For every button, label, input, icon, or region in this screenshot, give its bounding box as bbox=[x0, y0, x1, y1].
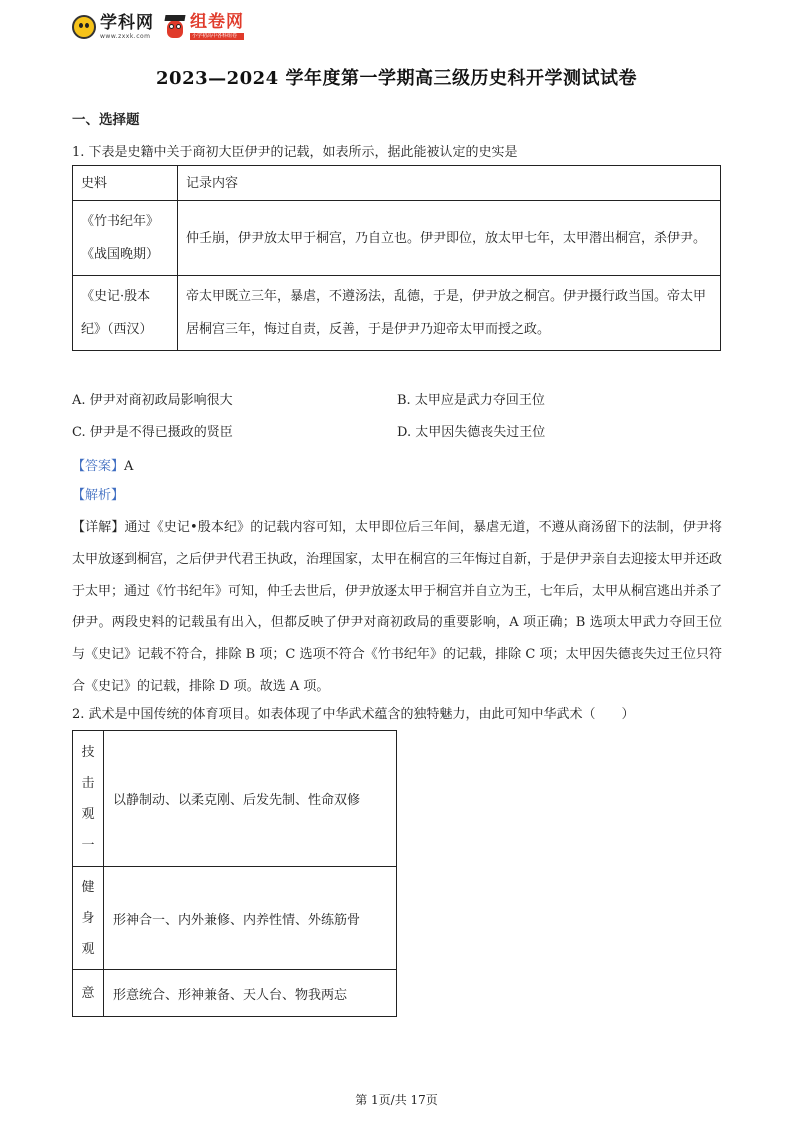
label-char: 健 bbox=[81, 879, 95, 895]
owl-icon bbox=[164, 15, 186, 39]
table-row bbox=[73, 731, 397, 867]
logo1-url: www.zxxk.com bbox=[100, 32, 151, 40]
table-row bbox=[73, 201, 721, 276]
page-footer: 第 1页/共 17页 bbox=[355, 1093, 438, 1107]
table-cell-content: 帝太甲既立三年，暴虐，不遵汤法，乱德，于是，伊尹放之桐宫。伊尹摄行政当国。帝太甲居桐宫三年，悔过自责，反善，于是伊尹乃迎帝太甲而授之政。 bbox=[178, 276, 721, 351]
row-content: 形神合一、内外兼修、内养性情、外练筋骨 bbox=[104, 867, 397, 970]
question-2-stem: 2. 武术是中国传统的体育项目。如表体现了中华武术蕴含的独特魅力，由此可知中华武术（ ） bbox=[72, 707, 635, 722]
table-header-source: 史料 bbox=[73, 166, 178, 201]
label-char: 击 bbox=[81, 775, 95, 791]
label-char: 观 bbox=[81, 806, 95, 822]
detail-text: 通过《史记•殷本纪》的记载内容可知，太甲即位后三年间，暴虐无道，不遵从商汤留下的法制，伊尹将太甲放逐到桐宫，之后伊尹代君王执政，治理国家，太甲在桐宫的三年悔过自新，于是伊尹亲自去迎接太甲并还政于太甲；通过《竹书纪年》可知，仲壬去世后，伊尹放逐太甲于桐宫并自立为王，七年后，太甲从桐宫逃出并杀了伊尹。两段史料的记载虽有出入，但都反映了伊尹对商初政局的重要影响，A 项正确；B 选项太甲武力夺回王位与《史记》记载不符合，排除 B 项；C 选项不符合《竹书纪年》的记载，排除 C 项；太甲因失德丧失过王位只符合《史记》的记载，排除 D 项。故选 A 项。 bbox=[72, 520, 723, 694]
option-a[interactable]: A. 伊尹对商初政局影响很大 bbox=[72, 393, 233, 408]
label-char: 意 bbox=[81, 985, 95, 1001]
table-cell-source bbox=[73, 276, 178, 351]
label-char: 技 bbox=[81, 744, 95, 760]
smiley-icon bbox=[72, 15, 96, 39]
header-logos bbox=[72, 10, 244, 44]
source-line: 纪》（西汉） bbox=[81, 322, 153, 337]
logo2-tag: 小学初高中各科组卷 bbox=[190, 33, 244, 40]
section-heading: 一、选择题 bbox=[72, 112, 140, 128]
table-row bbox=[73, 970, 397, 1017]
table-row bbox=[73, 867, 397, 970]
source-line: 《战国晚期） bbox=[81, 247, 160, 262]
answer-line bbox=[72, 455, 133, 474]
source-line: 《竹书纪年》 bbox=[81, 214, 160, 229]
answer-value: A bbox=[124, 459, 134, 474]
question-2-table bbox=[72, 730, 397, 1017]
table-cell-source bbox=[73, 201, 178, 276]
question-1-stem: 1. 下表是史籍中关于商初大臣伊尹的记载，如表所示，据此能被认定的史实是 bbox=[72, 145, 518, 160]
table-header-row bbox=[73, 166, 721, 201]
table-row bbox=[73, 276, 721, 351]
answer-tag: 【答案】 bbox=[72, 459, 125, 474]
table-header-content: 记录内容 bbox=[178, 166, 721, 201]
logo2-name: 组卷网 bbox=[190, 12, 244, 32]
option-c[interactable]: C. 伊尹是不得已摄政的贤臣 bbox=[72, 425, 233, 440]
analysis-tag: 【解析】 bbox=[72, 488, 125, 503]
row-content: 形意统合、形神兼备、天人台、物我两忘 bbox=[104, 970, 397, 1017]
detail-paragraph bbox=[72, 512, 722, 703]
row-label bbox=[73, 970, 104, 1017]
option-b[interactable]: B. 太甲应是武力夺回王位 bbox=[397, 393, 545, 408]
zxxk-logo bbox=[72, 12, 154, 40]
row-label bbox=[73, 731, 104, 867]
table-cell-content: 仲壬崩，伊尹放太甲于桐宫，乃自立也。伊尹即位，放太甲七年，太甲潜出桐宫，杀伊尹。 bbox=[178, 201, 721, 276]
label-char: 身 bbox=[81, 910, 95, 926]
page-title: 2023—2024 学年度第一学期高三级历史科开学测试试卷 bbox=[156, 68, 637, 89]
row-label bbox=[73, 867, 104, 970]
logo1-name: 学科网 bbox=[100, 12, 154, 33]
row-content: 以静制动、以柔克刚、后发先制、性命双修 bbox=[104, 731, 397, 867]
label-char: 观 bbox=[81, 941, 95, 957]
label-char: 一 bbox=[81, 837, 95, 853]
option-d[interactable]: D. 太甲因失德丧失过王位 bbox=[397, 425, 546, 440]
detail-tag: 【详解】 bbox=[72, 520, 125, 535]
zujuan-logo bbox=[164, 14, 244, 40]
question-1-table bbox=[72, 165, 721, 351]
analysis-line bbox=[72, 484, 124, 503]
source-line: 《史记·殷本 bbox=[81, 289, 151, 304]
